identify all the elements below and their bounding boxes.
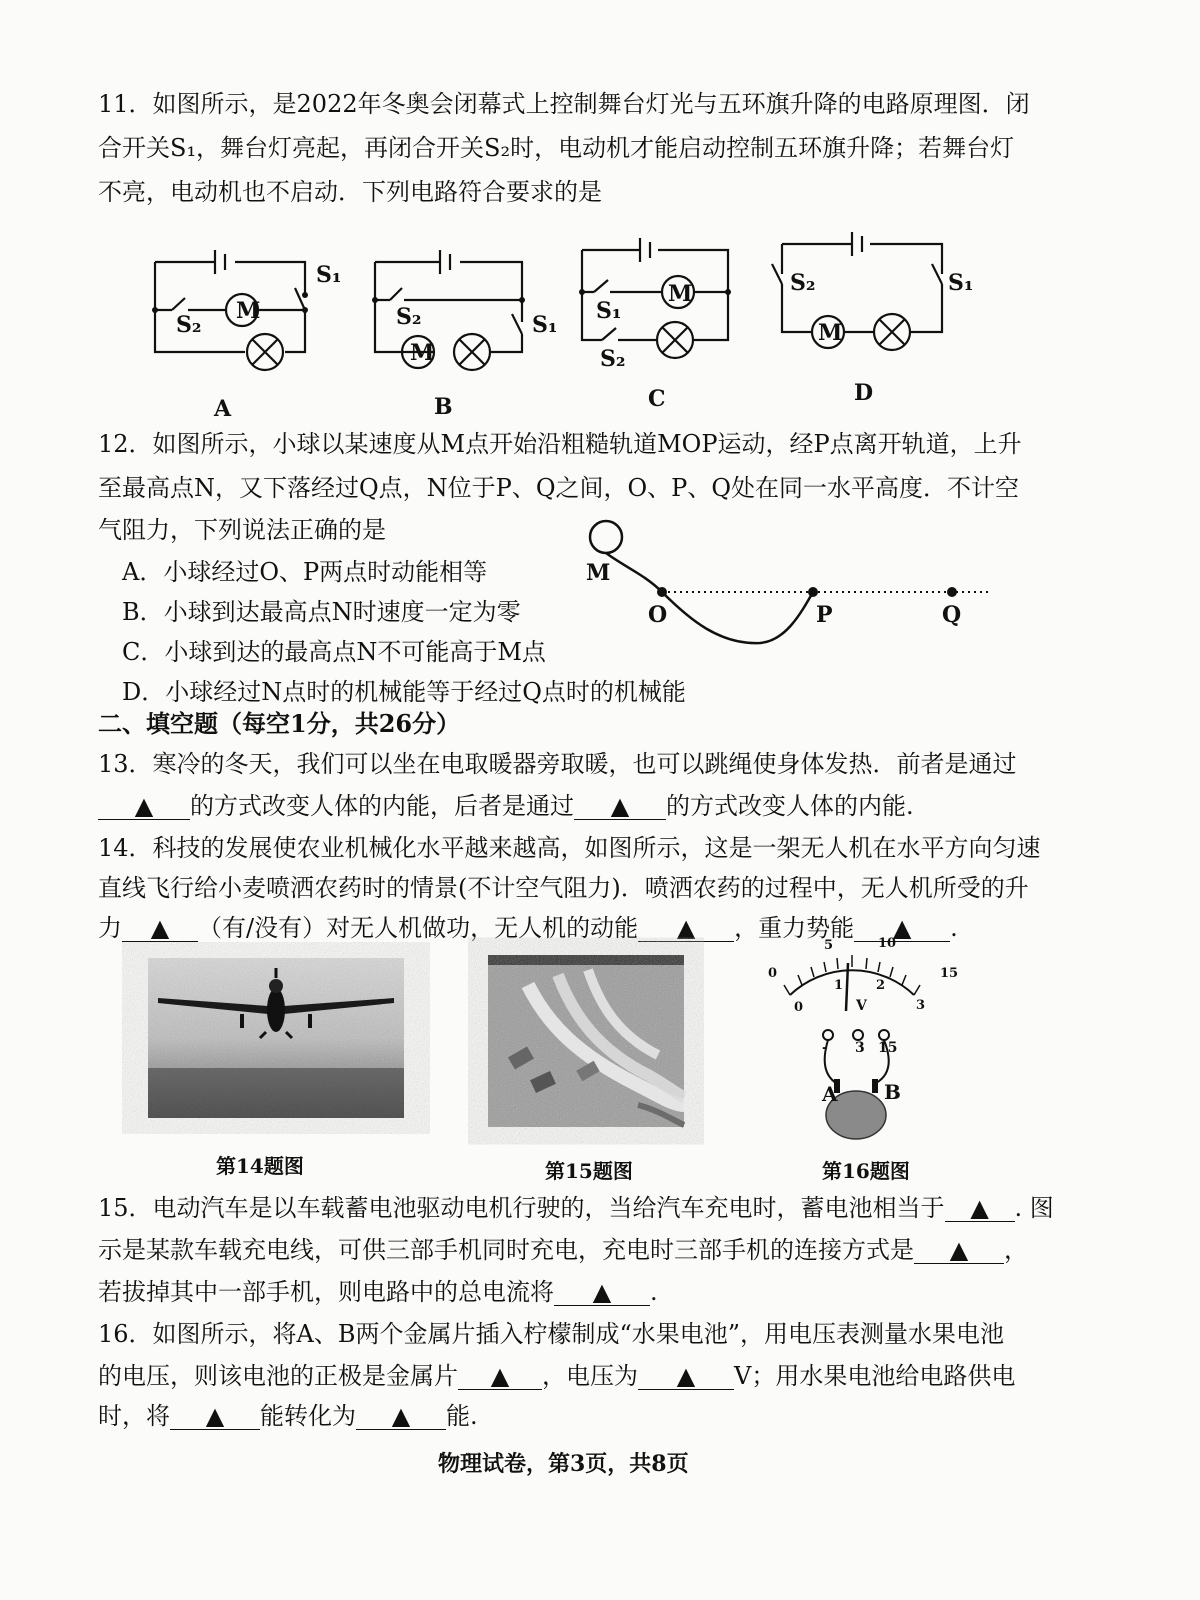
plate-a-label: A bbox=[822, 1082, 838, 1106]
page-footer: 物理试卷，第3页，共8页 bbox=[438, 1451, 689, 1477]
point-q-label: Q bbox=[942, 602, 962, 628]
circuit-a-s1-label: S₁ bbox=[316, 262, 342, 288]
q12-choice-a: A．小球经过O、P两点时动能相等 bbox=[122, 558, 488, 586]
q11-line3: 不亮，电动机也不启动．下列电路符合要求的是 bbox=[98, 178, 602, 206]
circuit-a-label: A bbox=[214, 396, 232, 422]
q16-line3: 时，将 ▲ 能转化为 ▲ 能. bbox=[98, 1402, 478, 1430]
meter-top-tick-15: 15 bbox=[940, 966, 959, 981]
q12-choice-b: B．小球到达最高点N时速度一定为零 bbox=[122, 598, 521, 626]
q15-blank-3[interactable]: ▲ bbox=[554, 1279, 650, 1306]
q13-line1: 13．寒冷的冬天，我们可以坐在电取暖器旁取暖，也可以跳绳使身体发热．前者是通过 bbox=[98, 750, 1017, 778]
q12-line3: 气阻力，下列说法正确的是 bbox=[98, 516, 386, 544]
q14-blank-1[interactable]: ▲ bbox=[122, 915, 198, 942]
circuit-d-s1-label: S₁ bbox=[948, 270, 974, 296]
circuit-b-s2-label: S₂ bbox=[396, 304, 422, 330]
circuit-b-s1-label: S₁ bbox=[532, 312, 558, 338]
q16-blank-1[interactable]: ▲ bbox=[458, 1363, 542, 1390]
meter-bottom-tick-0: 0 bbox=[794, 1000, 804, 1015]
circuit-d-label: D bbox=[854, 380, 874, 406]
q13-line2: ▲ 的方式改变人体的内能，后者是通过 ▲ 的方式改变人体的内能. bbox=[98, 790, 914, 822]
section-2-heading: 二、填空题（每空1分，共26分） bbox=[98, 709, 461, 738]
circuit-a-diagram bbox=[140, 240, 330, 390]
circuit-b-label: B bbox=[434, 394, 453, 420]
meter-terminal-15: 15 bbox=[878, 1040, 898, 1056]
circuit-a-motor-label: M bbox=[236, 298, 261, 324]
q16-blank-3[interactable]: ▲ bbox=[170, 1403, 260, 1430]
q11-line2: 合开关S₁，舞台灯亮起，再闭合开关S₂时，电动机才能启动控制五环旗升降；若舞台灯 bbox=[98, 134, 1015, 162]
circuit-d-diagram bbox=[770, 232, 960, 362]
q14-line3: 力 ▲ （有/没有）对无人机做功，无人机的动能 ▲ ，重力势能 ▲ . bbox=[98, 914, 958, 942]
q15-blank-1[interactable]: ▲ bbox=[945, 1195, 1015, 1222]
q14-line1: 14．科技的发展使农业机械化水平越来越高，如图所示，这是一架无人机在水平方向匀速 bbox=[98, 834, 1041, 862]
meter-top-tick-0: 0 bbox=[768, 966, 778, 981]
track-diagram bbox=[580, 515, 1000, 655]
q15-line2: 示是某款车载充电线，可供三部手机同时充电，充电时三部手机的连接方式是 ▲ ， bbox=[98, 1236, 1028, 1264]
meter-bottom-tick-3: 3 bbox=[916, 998, 926, 1013]
circuit-b-motor-label: M bbox=[410, 340, 435, 366]
circuit-c-motor-label: M bbox=[668, 281, 693, 307]
q12-line1: 12．如图所示，小球以某速度从M点开始沿粗糙轨道MOP运动，经P点离开轨道，上升 bbox=[98, 430, 1022, 458]
circuit-d-s2-label: S₂ bbox=[790, 270, 816, 296]
meter-bottom-tick-1: 1 bbox=[834, 978, 844, 993]
meter-top-tick-10: 10 bbox=[878, 936, 897, 951]
q16-line1: 16．如图所示，将A、B两个金属片插入柠檬制成“水果电池”，用电压表测量水果电池 bbox=[98, 1320, 1005, 1348]
plate-b-label: B bbox=[884, 1080, 901, 1104]
q12-line2: 至最高点N，又下落经过Q点，N位于P、Q之间，O、P、Q处在同一水平高度．不计空 bbox=[98, 474, 1019, 502]
q13-blank-1[interactable]: ▲ bbox=[98, 793, 190, 820]
point-m-label: M bbox=[586, 560, 611, 586]
point-p-label: P bbox=[816, 602, 833, 628]
q11-line1: 11．如图所示，是2022年冬奥会闭幕式上控制舞台灯光与五环旗升降的电路原理图．闭 bbox=[98, 90, 1030, 118]
drone-photo bbox=[148, 958, 404, 1118]
q13-blank-2[interactable]: ▲ bbox=[574, 793, 666, 820]
circuit-c-s1-label: S₁ bbox=[596, 298, 622, 324]
circuit-d-motor-label: M bbox=[818, 320, 843, 346]
q16-line2: 的电压，则该电池的正极是金属片 ▲ ，电压为 ▲ V；用水果电池给电路供电 bbox=[98, 1362, 1016, 1390]
meter-terminal-negative: - bbox=[822, 1040, 828, 1056]
q14-blank-2[interactable]: ▲ bbox=[638, 915, 734, 942]
q12-choice-c: C．小球到达的最高点N不可能高于M点 bbox=[122, 638, 546, 666]
fig15-caption: 第15题图 bbox=[545, 1159, 633, 1183]
q16-blank-4[interactable]: ▲ bbox=[356, 1403, 446, 1430]
fig16-caption: 第16题图 bbox=[822, 1159, 910, 1183]
q16-blank-2[interactable]: ▲ bbox=[638, 1363, 734, 1390]
meter-unit-label: V bbox=[856, 998, 867, 1014]
q14-blank-3[interactable]: ▲ bbox=[854, 915, 950, 942]
meter-top-tick-5: 5 bbox=[824, 938, 834, 953]
meter-bottom-tick-2: 2 bbox=[876, 978, 886, 993]
fig14-caption: 第14题图 bbox=[216, 1154, 304, 1178]
q15-line1: 15．电动汽车是以车载蓄电池驱动电机行驶的，当给汽车充电时，蓄电池相当于 ▲ . 图 bbox=[98, 1194, 1054, 1222]
q12-choice-d: D．小球经过N点时的机械能等于经过Q点时的机械能 bbox=[122, 678, 686, 706]
circuit-c-label: C bbox=[648, 386, 666, 412]
q14-line2: 直线飞行给小麦喷洒农药时的情景(不计空气阻力)．喷洒农药的过程中，无人机所受的升 bbox=[98, 874, 1029, 902]
meter-terminal-3: 3 bbox=[855, 1040, 865, 1056]
circuit-b-diagram bbox=[360, 240, 560, 390]
point-o-label: O bbox=[648, 602, 668, 628]
circuit-c-s2-label: S₂ bbox=[600, 346, 626, 372]
q15-blank-2[interactable]: ▲ bbox=[914, 1237, 1004, 1264]
circuit-a-s2-label: S₂ bbox=[176, 312, 202, 338]
q15-line3: 若拔掉其中一部手机，则电路中的总电流将 ▲ . bbox=[98, 1278, 658, 1306]
charging-cable-photo bbox=[488, 955, 684, 1127]
